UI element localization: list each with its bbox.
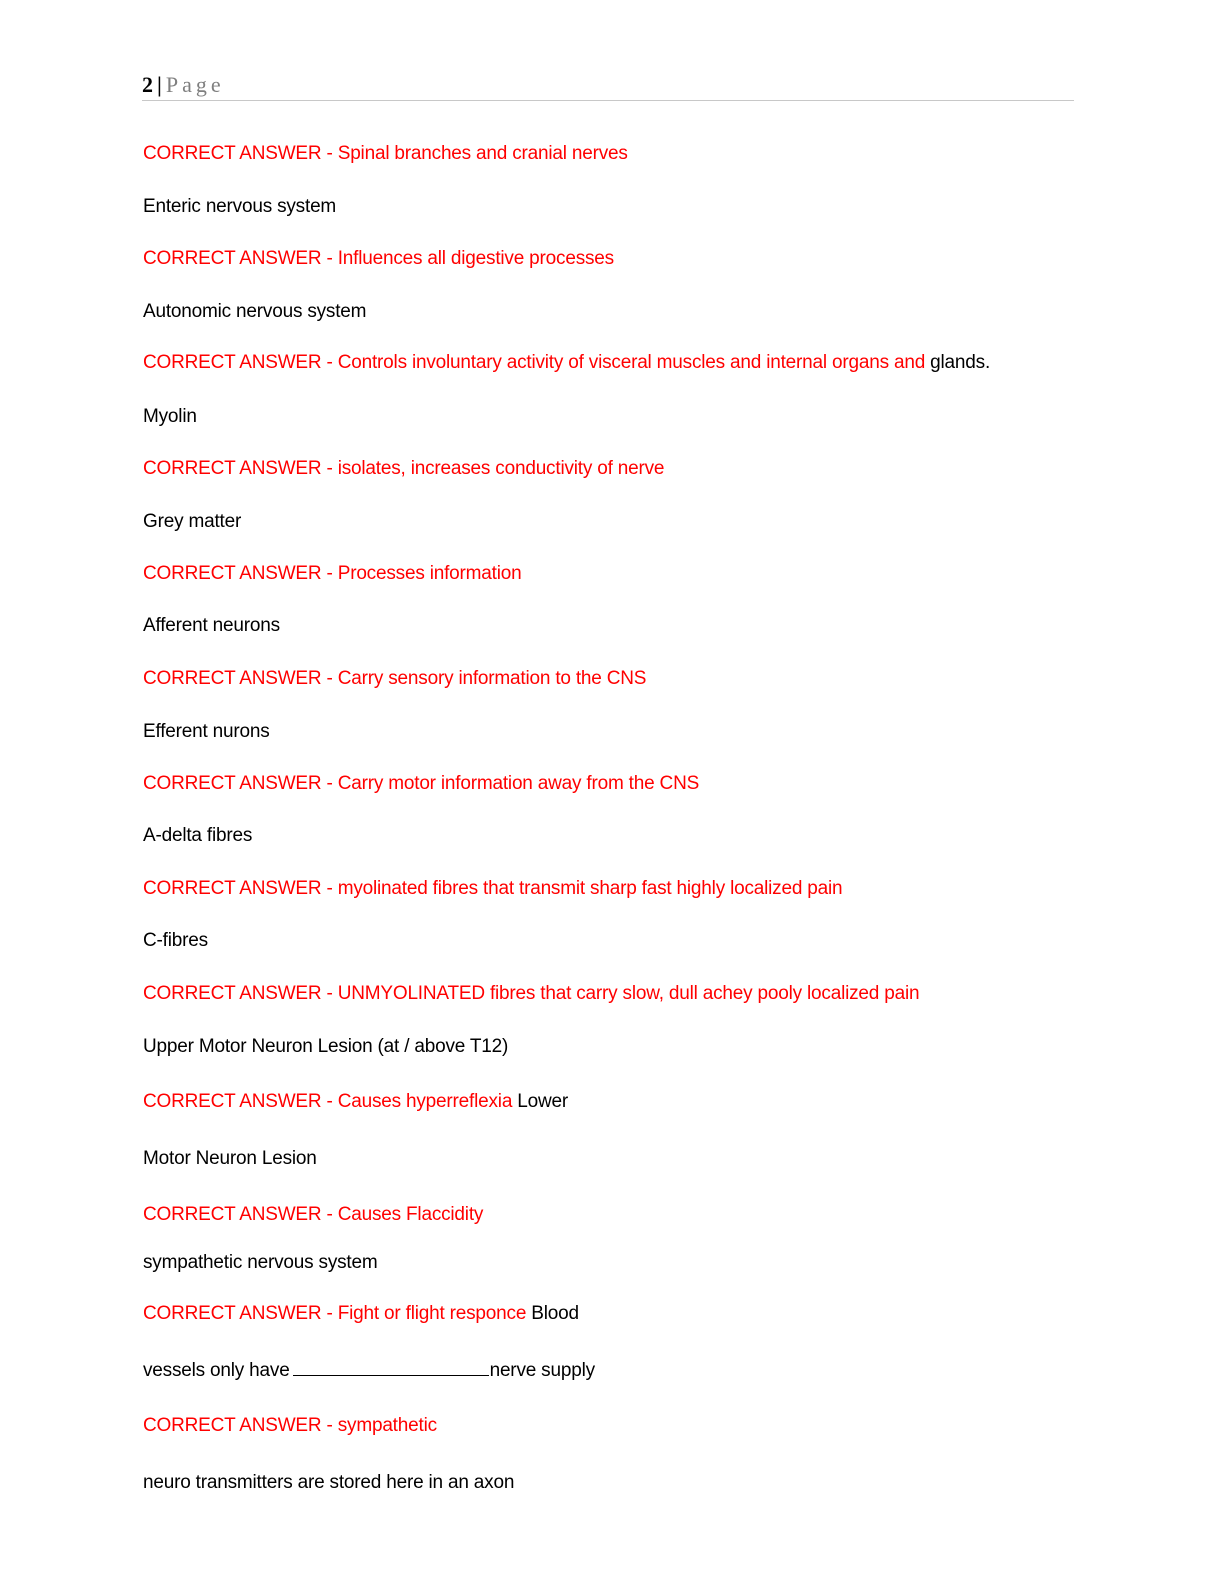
answer-prefix: CORRECT ANSWER - [143,668,338,689]
answer-text: Processes information [337,563,522,584]
answer-prefix: CORRECT ANSWER - [143,1303,338,1324]
answer-prefix: CORRECT ANSWER - [143,773,338,794]
question-line [143,1359,595,1383]
answer-prefix: CORRECT ANSWER - [143,458,338,479]
question-continuation: Lower [517,1091,569,1112]
question-line: Grey matter [143,511,242,532]
question-line: C-fibres [143,930,208,951]
answer-line [143,1302,579,1326]
question-line: Enteric nervous system [143,196,337,217]
question-line: Autonomic nervous system [143,301,367,322]
question-line: Efferent nurons [143,721,270,742]
page-header [142,70,1074,101]
page-separator: | [157,72,162,97]
question-line: A-delta fibres [143,825,253,846]
answer-prefix: CORRECT ANSWER - [143,1091,338,1112]
answer-line [143,457,664,481]
question-continuation: Blood [531,1303,579,1324]
page-word: Page [165,72,225,97]
fill-in-blank [293,1359,489,1376]
question-continuation: glands. [930,352,991,373]
answer-text: Carry motor information away from the CNS [337,773,700,794]
answer-prefix: CORRECT ANSWER - [143,1204,338,1225]
answer-text: Spinal branches and cranial nerves [337,143,628,164]
answer-prefix: CORRECT ANSWER - [143,143,338,164]
answer-prefix: CORRECT ANSWER - [143,352,338,373]
answer-line [143,1203,483,1227]
answer-text: Fight or flight responce [337,1303,527,1324]
question-line: sympathetic nervous system [143,1252,378,1273]
answer-text: myolinated fibres that transmit sharp fast highly localized pain [337,878,843,899]
answer-prefix: CORRECT ANSWER - [143,983,338,1004]
answer-line [143,772,699,796]
question-line: Upper Motor Neuron Lesion (at / above T12) [143,1036,509,1057]
question-line: Afferent neurons [143,615,280,636]
page-number: 2 [142,72,153,97]
answer-text: Causes Flaccidity [337,1204,484,1225]
question-line: neuro transmitters are stored here in an axon [143,1472,515,1493]
question-line: Motor Neuron Lesion [143,1148,317,1169]
answer-text: Influences all digestive processes [337,248,614,269]
answer-line [143,1414,437,1438]
answer-line [143,142,628,166]
answer-text: Causes hyperreflexia [337,1091,513,1112]
answer-line [143,351,990,375]
question-text-before-blank: vessels only have [143,1360,290,1381]
answer-text: Carry sensory information to the CNS [337,668,647,689]
answer-prefix: CORRECT ANSWER - [143,563,338,584]
answer-text: Controls involuntary activity of visceral muscles and internal organs and [337,352,926,373]
answer-text: UNMYOLINATED fibres that carry slow, dull achey pooly localized pain [337,983,920,1004]
answer-prefix: CORRECT ANSWER - [143,878,338,899]
question-line: Myolin [143,406,197,427]
answer-line [143,877,842,901]
answer-line [143,667,646,691]
answer-text: sympathetic [337,1415,437,1436]
answer-line [143,982,919,1006]
answer-text: isolates, increases conductivity of nerve [337,458,665,479]
question-text-after-blank: nerve supply [489,1360,595,1381]
answer-line [143,247,614,271]
answer-prefix: CORRECT ANSWER - [143,248,338,269]
answer-prefix: CORRECT ANSWER - [143,1415,338,1436]
answer-line [143,1090,568,1114]
answer-line [143,562,522,586]
